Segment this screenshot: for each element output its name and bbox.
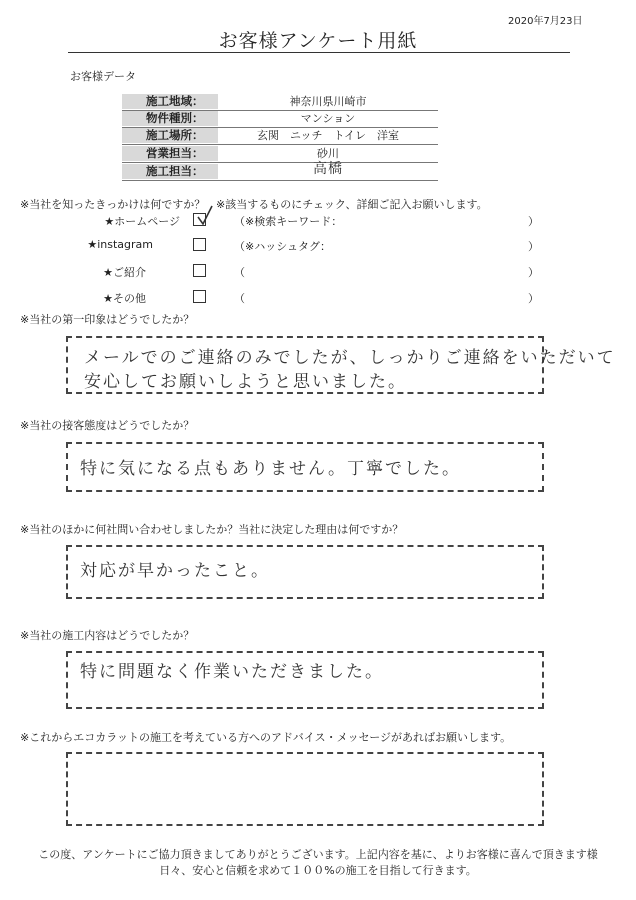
info-label-installer: 施工担当：	[122, 164, 218, 179]
answer-advice-message-box[interactable]	[66, 752, 544, 826]
info-value-area: 神奈川県川崎市	[289, 95, 367, 108]
source-homepage-label: ★ホームページ	[104, 215, 180, 228]
q-customer-service: ※当社の接客態度はどうでしたか？	[20, 419, 195, 432]
q1-question: ※当社を知ったきっかけは何ですか？	[20, 198, 206, 211]
info-value-sales: 砂川	[317, 147, 339, 160]
source-instagram-detail: （※ハッシュタグ：	[234, 240, 331, 253]
info-label-area: 施工地域：	[122, 94, 218, 109]
answer-customer-service-text: 特に気になる点もありません。丁寧でした。	[80, 459, 462, 479]
source-referral-label: ★ご紹介	[103, 266, 146, 279]
info-value-location: 玄関 ニッチ トイレ 洋室	[256, 129, 399, 142]
source-instagram-label: ★instagram	[87, 238, 153, 251]
source-other-detail: （	[234, 292, 245, 305]
source-homepage-close: ）	[528, 215, 539, 228]
check-mark-icon	[195, 204, 215, 228]
q-first-impression: ※当社の第一印象はどうでしたか？	[20, 313, 195, 326]
answer-first-impression-line2: 安心してお願いしようと思いました。	[84, 372, 407, 392]
survey-date: 2020年7月23日	[508, 16, 583, 27]
answer-installation-quality-text: 特に問題なく作業いただきました。	[80, 662, 384, 682]
info-divider	[122, 144, 438, 145]
info-label-property-type: 物件種別：	[122, 111, 218, 126]
answer-other-companies-text: 対応が早かったこと。	[80, 561, 270, 581]
source-other-checkbox[interactable]	[193, 290, 206, 303]
answer-first-impression-line1: メールでのご連絡のみでしたが、しっかりご連絡をいただいて	[84, 348, 616, 368]
q-other-companies: ※当社のほかに何社問い合わせしましたか？当社に決定した理由は何ですか？	[20, 523, 404, 536]
info-value-installer: 高橋	[313, 161, 343, 177]
source-instagram-close: ）	[528, 240, 539, 253]
source-instagram-checkbox[interactable]	[193, 238, 206, 251]
source-referral-close: ）	[528, 266, 539, 279]
q1-instruction: ※該当するものにチェック、詳細ご記入お願いします。	[216, 198, 488, 211]
q-advice-message: ※これからエコカラットの施工を考えている方へのアドバイス・メッセージがあればお願いします。	[20, 731, 512, 744]
source-other-close: ）	[528, 292, 539, 305]
source-homepage-detail: （※検索キーワード：	[234, 215, 343, 228]
title-underline	[68, 52, 570, 53]
source-referral-detail: （	[234, 266, 245, 279]
info-label-location: 施工場所：	[122, 128, 218, 143]
info-divider	[122, 180, 438, 181]
q-installation-quality: ※当社の施工内容はどうでしたか？	[20, 629, 195, 642]
info-label-sales: 営業担当：	[122, 146, 218, 161]
source-other-label: ★その他	[103, 292, 146, 305]
footer-line-1: この度、アンケートにご協力頂きましてありがとうございます。上記内容を基に、よりお客様に喜んで頂きます様	[38, 848, 598, 861]
footer-line-2: 日々、安心と信頼を求めて１００%の施工を目指して行きます。	[159, 864, 477, 877]
page-title: お客様アンケート用紙	[218, 30, 418, 52]
source-referral-checkbox[interactable]	[193, 264, 206, 277]
customer-data-heading: お客様データ	[70, 70, 136, 83]
info-value-property-type: マンション	[300, 112, 356, 125]
